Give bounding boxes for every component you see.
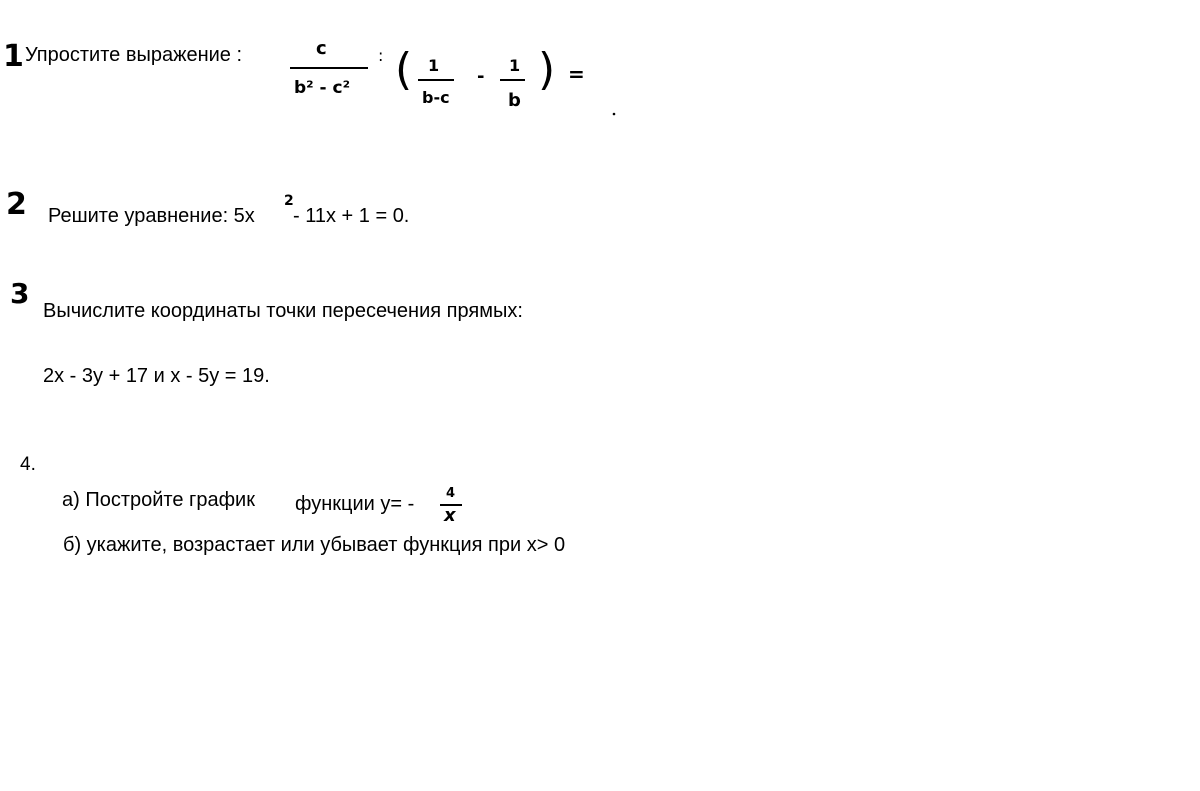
fraction-3-numerator: 1 [509, 56, 521, 75]
fraction-3-bar [500, 78, 530, 82]
task-4-number: 4. [20, 454, 36, 475]
close-parenthesis: ) [538, 44, 556, 95]
task-3-line-2: 2x - 3y + 17 и x - 5y = 19. [43, 365, 270, 387]
task-3-line-1: Вычислите координаты точки пересечения прямых: [43, 300, 523, 322]
task-4-part-b: б) укажите, возрастает или убывает функция при x> 0 [63, 534, 566, 556]
fraction-2-bar [418, 78, 458, 82]
fraction-2-denominator: b-c [422, 88, 450, 107]
task-2-text-after: - 11x + 1 = 0. [293, 205, 410, 227]
task-4-part-a-function: функции y= - [295, 493, 415, 515]
task-1-number: 1 [3, 39, 24, 74]
fraction-4-numerator: 4 [446, 486, 456, 501]
stray-dot [612, 112, 616, 116]
task-2-exponent: 2 [284, 193, 294, 209]
open-parenthesis: ( [395, 44, 413, 95]
fraction-2-numerator: 1 [428, 56, 440, 75]
divide-sign: : [378, 46, 384, 65]
equals-sign: = [568, 62, 585, 86]
task-4-part-a-label: а) Постройте график [62, 489, 255, 511]
fraction-4-denominator: x [444, 505, 456, 526]
fraction-1-numerator: c [316, 38, 327, 59]
task-3-number: 3 [10, 277, 30, 310]
task-2-text-before: Решите уравнение: 5x [48, 205, 255, 227]
task-2-number: 2 [6, 187, 27, 222]
task-1-instruction: Упростите выражение : [25, 44, 243, 66]
fraction-1-bar [290, 66, 370, 70]
fraction-1-denominator: b² - c² [294, 78, 351, 98]
minus-sign: - [477, 66, 485, 87]
fraction-3-denominator: b [508, 90, 521, 111]
